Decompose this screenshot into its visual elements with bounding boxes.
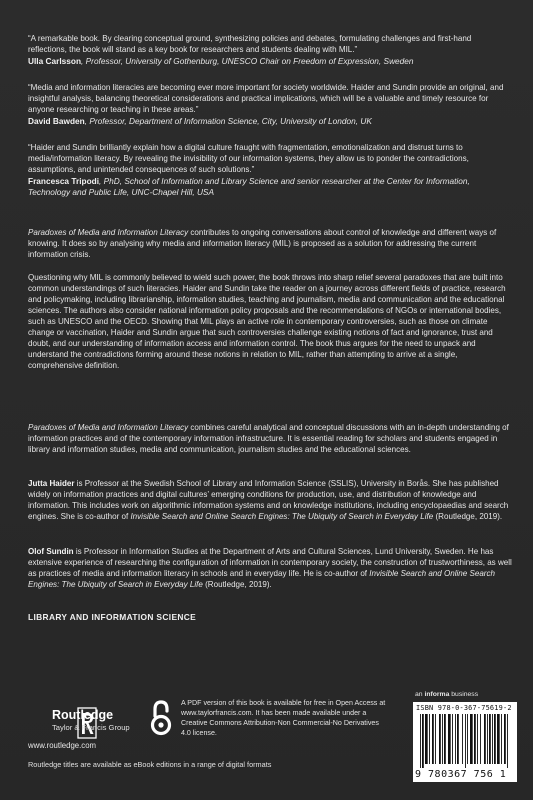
- author-bio-2: [28, 546, 512, 590]
- informa-prefix: an: [415, 691, 425, 698]
- ebook-availability-note: Routledge titles are available as eBook editions in a range of digital formats: [28, 760, 272, 769]
- publisher-group: Taylor & Francis Group: [52, 723, 130, 732]
- praise-name-1: Ulla Carlsson: [28, 56, 82, 66]
- informa-business-tag: [415, 691, 478, 698]
- praise-affiliation-3: , PhD, School of Information and Library Science and senior researcher at the Center for Information, Technology and Public Life, UNC-Chapel Hill, USA: [28, 176, 470, 197]
- description-paragraph-2: Questioning why MIL is commonly believed to wield such power, the book throws into sharp relief several paradoxes that are built into common understandings of such literacies. Haider and Sundin take the reader on a journey across different fields of practice, research and policymaking, including librarianship, information studies, teaching and journalism, media and communication and the educational sciences. The authors also consider national information policy proposals and the recommendations of NGOs or international bodies, such as UNESCO and the OECD. Showing that MIL plays an active role in contemporary controversies, such as those on climate change or vaccination, Haider and Sundin argue that such controversies challenge existing notions of fact and ignorance, trust and doubt, and our understanding of information access and information control. The book thus argues for the need to unpack and understand the contradictions forming around these notions in relation to MIL, rather than attempting to arrive at a single, comprehensive definition.: [28, 273, 506, 370]
- isbn-label: ISBN 978-0-367-75619-2: [416, 704, 512, 712]
- publisher-url[interactable]: www.routledge.com: [28, 741, 97, 750]
- author-book-1: Invisible Search and Online Search Engines: The Ubiquity of Search in Everyday Life: [130, 512, 434, 521]
- subject-category: LIBRARY AND INFORMATION SCIENCE: [28, 612, 197, 622]
- praise-attribution-2: [28, 116, 512, 127]
- description-paragraph-3: [28, 422, 512, 455]
- informa-brand: informa: [424, 691, 450, 698]
- author-bio-1: [28, 478, 512, 522]
- author-book-2: Invisible Search and Online Search Engines: The Ubiquity of Search in Everyday Life: [28, 569, 495, 589]
- description-paragraph-1-text: contributes to ongoing conversations about control of knowledge and different ways of knowing. It does so by analysing why media and information literacy (MIL) is proposed as a solution for addressing the current information crisis.: [28, 228, 497, 259]
- praise-quote-3: “Haider and Sundin brilliantly explain how a digital culture fraught with fragmentation, emotionalization and distrust turns to media/information literacy. By revealing the invisibility of our information systems, they allow us to ponder the contradictions, assumptions, and unintended consequences of such solutions.”: [28, 143, 469, 174]
- description-paragraph-3-text: combines careful analytical and conceptual discussions with an in-depth understanding of information practices and of the contemporary information infrastructure. It is essential reading for scholars and students engaged in library and information studies, media and communication, journalism studies and the educational sciences.: [28, 423, 509, 454]
- barcode-bars: [416, 714, 514, 768]
- barcode-digits-main: 9 780367 756: [415, 769, 494, 780]
- author-bio-1-text: is Professor at the Swedish School of Library and Information Science (SSLIS), University in Borås. She has published widely on information practices and digital cultures’ emerging conditions for production, use, and distribution of knowledge and information. This includes work on algorithmic information systems and on knowledge institutions, including encyclopaedias and search engines. She is co-author of: [28, 479, 509, 521]
- author-bio-2-tail: (Routledge, 2019).: [202, 580, 272, 589]
- praise-attribution-1: [28, 56, 512, 67]
- praise-name-2: David Bawden: [28, 116, 85, 126]
- barcode-digits-partial: 1: [499, 769, 507, 780]
- author-name-2: Olof Sundin: [28, 547, 74, 556]
- praise-affiliation-1: , Professor, University of Gothenburg, UNESCO Chair on Freedom of Expression, Sweden: [81, 56, 414, 66]
- book-title-ref-1: Paradoxes of Media and Information Literacy: [28, 228, 189, 237]
- description-paragraph-1: [28, 227, 512, 260]
- open-access-notice: A PDF version of this book is available for free in Open Access at www.taylorfrancis.com. It has been made available under a Creative Commons Attribution-Non Commercial-No Derivatives 4.0 license.: [181, 699, 386, 737]
- isbn-barcode: [413, 702, 517, 782]
- praise-quote-2: “Media and information literacies are becoming ever more important for society worldwide. Haider and Sundin provide an original, and insightful analysis, balancing theoretical considerations and practical implications, which will be a valuable and timely resource for anyone researching or teaching in these areas.”: [28, 83, 504, 114]
- book-title-ref-2: Paradoxes of Media and Information Literacy: [28, 423, 189, 432]
- praise-quote-1: “A remarkable book. By clearing conceptual ground, synthesizing policies and debates, formulating challenges and first-hand reflections, the book will stand as a key book for researchers and students dealing with MIL.”: [28, 34, 472, 54]
- author-bio-1-tail: (Routledge, 2019).: [433, 512, 503, 521]
- praise-affiliation-2: , Professor, Department of Information Science, City, University of London, UK: [84, 116, 372, 126]
- informa-suffix: business: [449, 691, 479, 698]
- barcode-digits: [415, 769, 506, 780]
- open-access-lock-icon: [149, 699, 173, 737]
- praise-attribution-3: [28, 176, 512, 198]
- author-name-1: Jutta Haider: [28, 479, 75, 488]
- author-bio-2-text: is Professor in Information Studies at the Department of Arts and Cultural Sciences, Lund University, Sweden. He has extensive experience of researching the configuration of information in contemporary society, the construction of trustworthiness, as well as practices of media and information literacy in schools and in everyday life. He is co-author of: [28, 547, 512, 578]
- publisher-name: Routledge: [52, 708, 114, 722]
- praise-name-3: Francesca Tripodi: [28, 176, 100, 186]
